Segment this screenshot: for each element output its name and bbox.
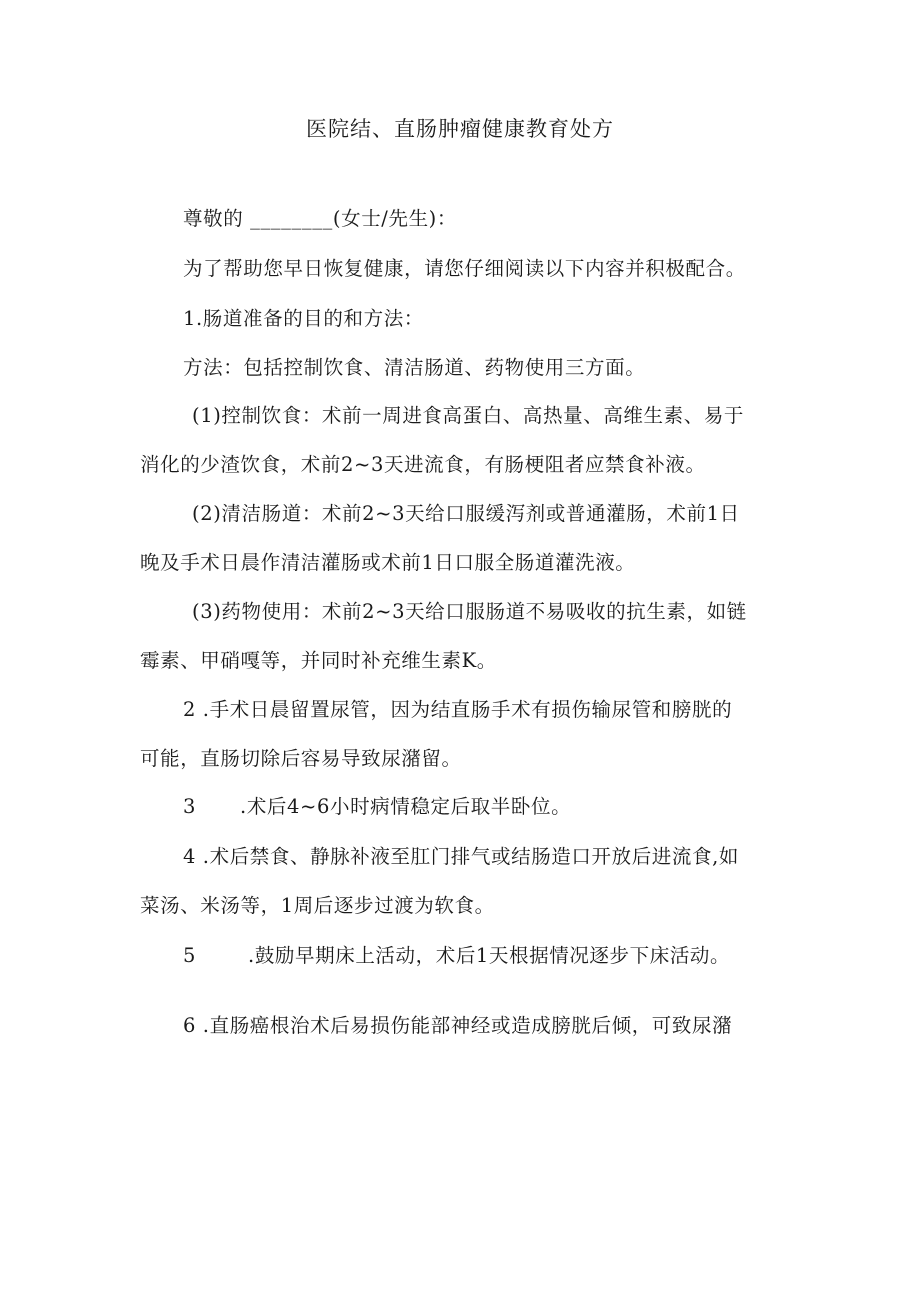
point5-number: 5	[183, 944, 197, 967]
section1-heading: 1.肠道准备的目的和方法：	[183, 307, 424, 330]
point4-line2: 菜汤、米汤等，1周后逐步过渡为软食。	[140, 894, 495, 917]
item3-line2: 霉素、甲硝嘎等，并同时补充维生素K。	[140, 649, 497, 672]
point5-line	[183, 941, 730, 971]
point5-text: .鼓励早期床上活动，术后1天根据情况逐步下床活动。	[248, 944, 731, 967]
greeting-line: 尊敬的 ________(女士/先生)：	[183, 207, 457, 230]
item3-line1: (3)药物使用：术前2~3天给口服肠道不易吸收的抗生素，如链	[192, 600, 747, 623]
point3-number: 3	[183, 795, 197, 818]
method-summary: 方法：包括控制饮食、清洁肠道、药物使用三方面。	[183, 356, 646, 379]
point3-text: .术后4~6小时病情稳定后取半卧位。	[240, 795, 572, 818]
point4-line1: 4 .术后禁食、静脉补液至肛门排气或结肠造口开放后进流食,如	[183, 845, 740, 868]
intro-paragraph: 为了帮助您早日恢复健康，请您仔细阅读以下内容并积极配合。	[183, 257, 746, 280]
item2-line1: (2)清洁肠道：术前2~3天给口服缓泻剂或普通灌肠，术前1日	[192, 502, 740, 525]
item1-line2: 消化的少渣饮食，术前2~3天进流食，有肠梗阻者应禁食补液。	[140, 453, 706, 476]
item2-line2: 晚及手术日晨作清洁灌肠或术前1日口服全肠道灌洗液。	[140, 551, 636, 574]
document-title: 医院结、直肠肿瘤健康教育处方	[306, 117, 614, 141]
point2-line1: 2 .手术日晨留置尿管，因为结直肠手术有损伤输尿管和膀胱的	[183, 698, 733, 721]
item1-line1: (1)控制饮食：术前一周进食高蛋白、高热量、高维生素、易于	[192, 404, 745, 427]
point2-line2: 可能，直肠切除后容易导致尿潴留。	[140, 747, 462, 770]
point3-line	[183, 792, 571, 822]
point6-line1: 6 .直肠癌根治术后易损伤能部神经或造成膀胱后倾，可致尿潴	[183, 1014, 733, 1037]
